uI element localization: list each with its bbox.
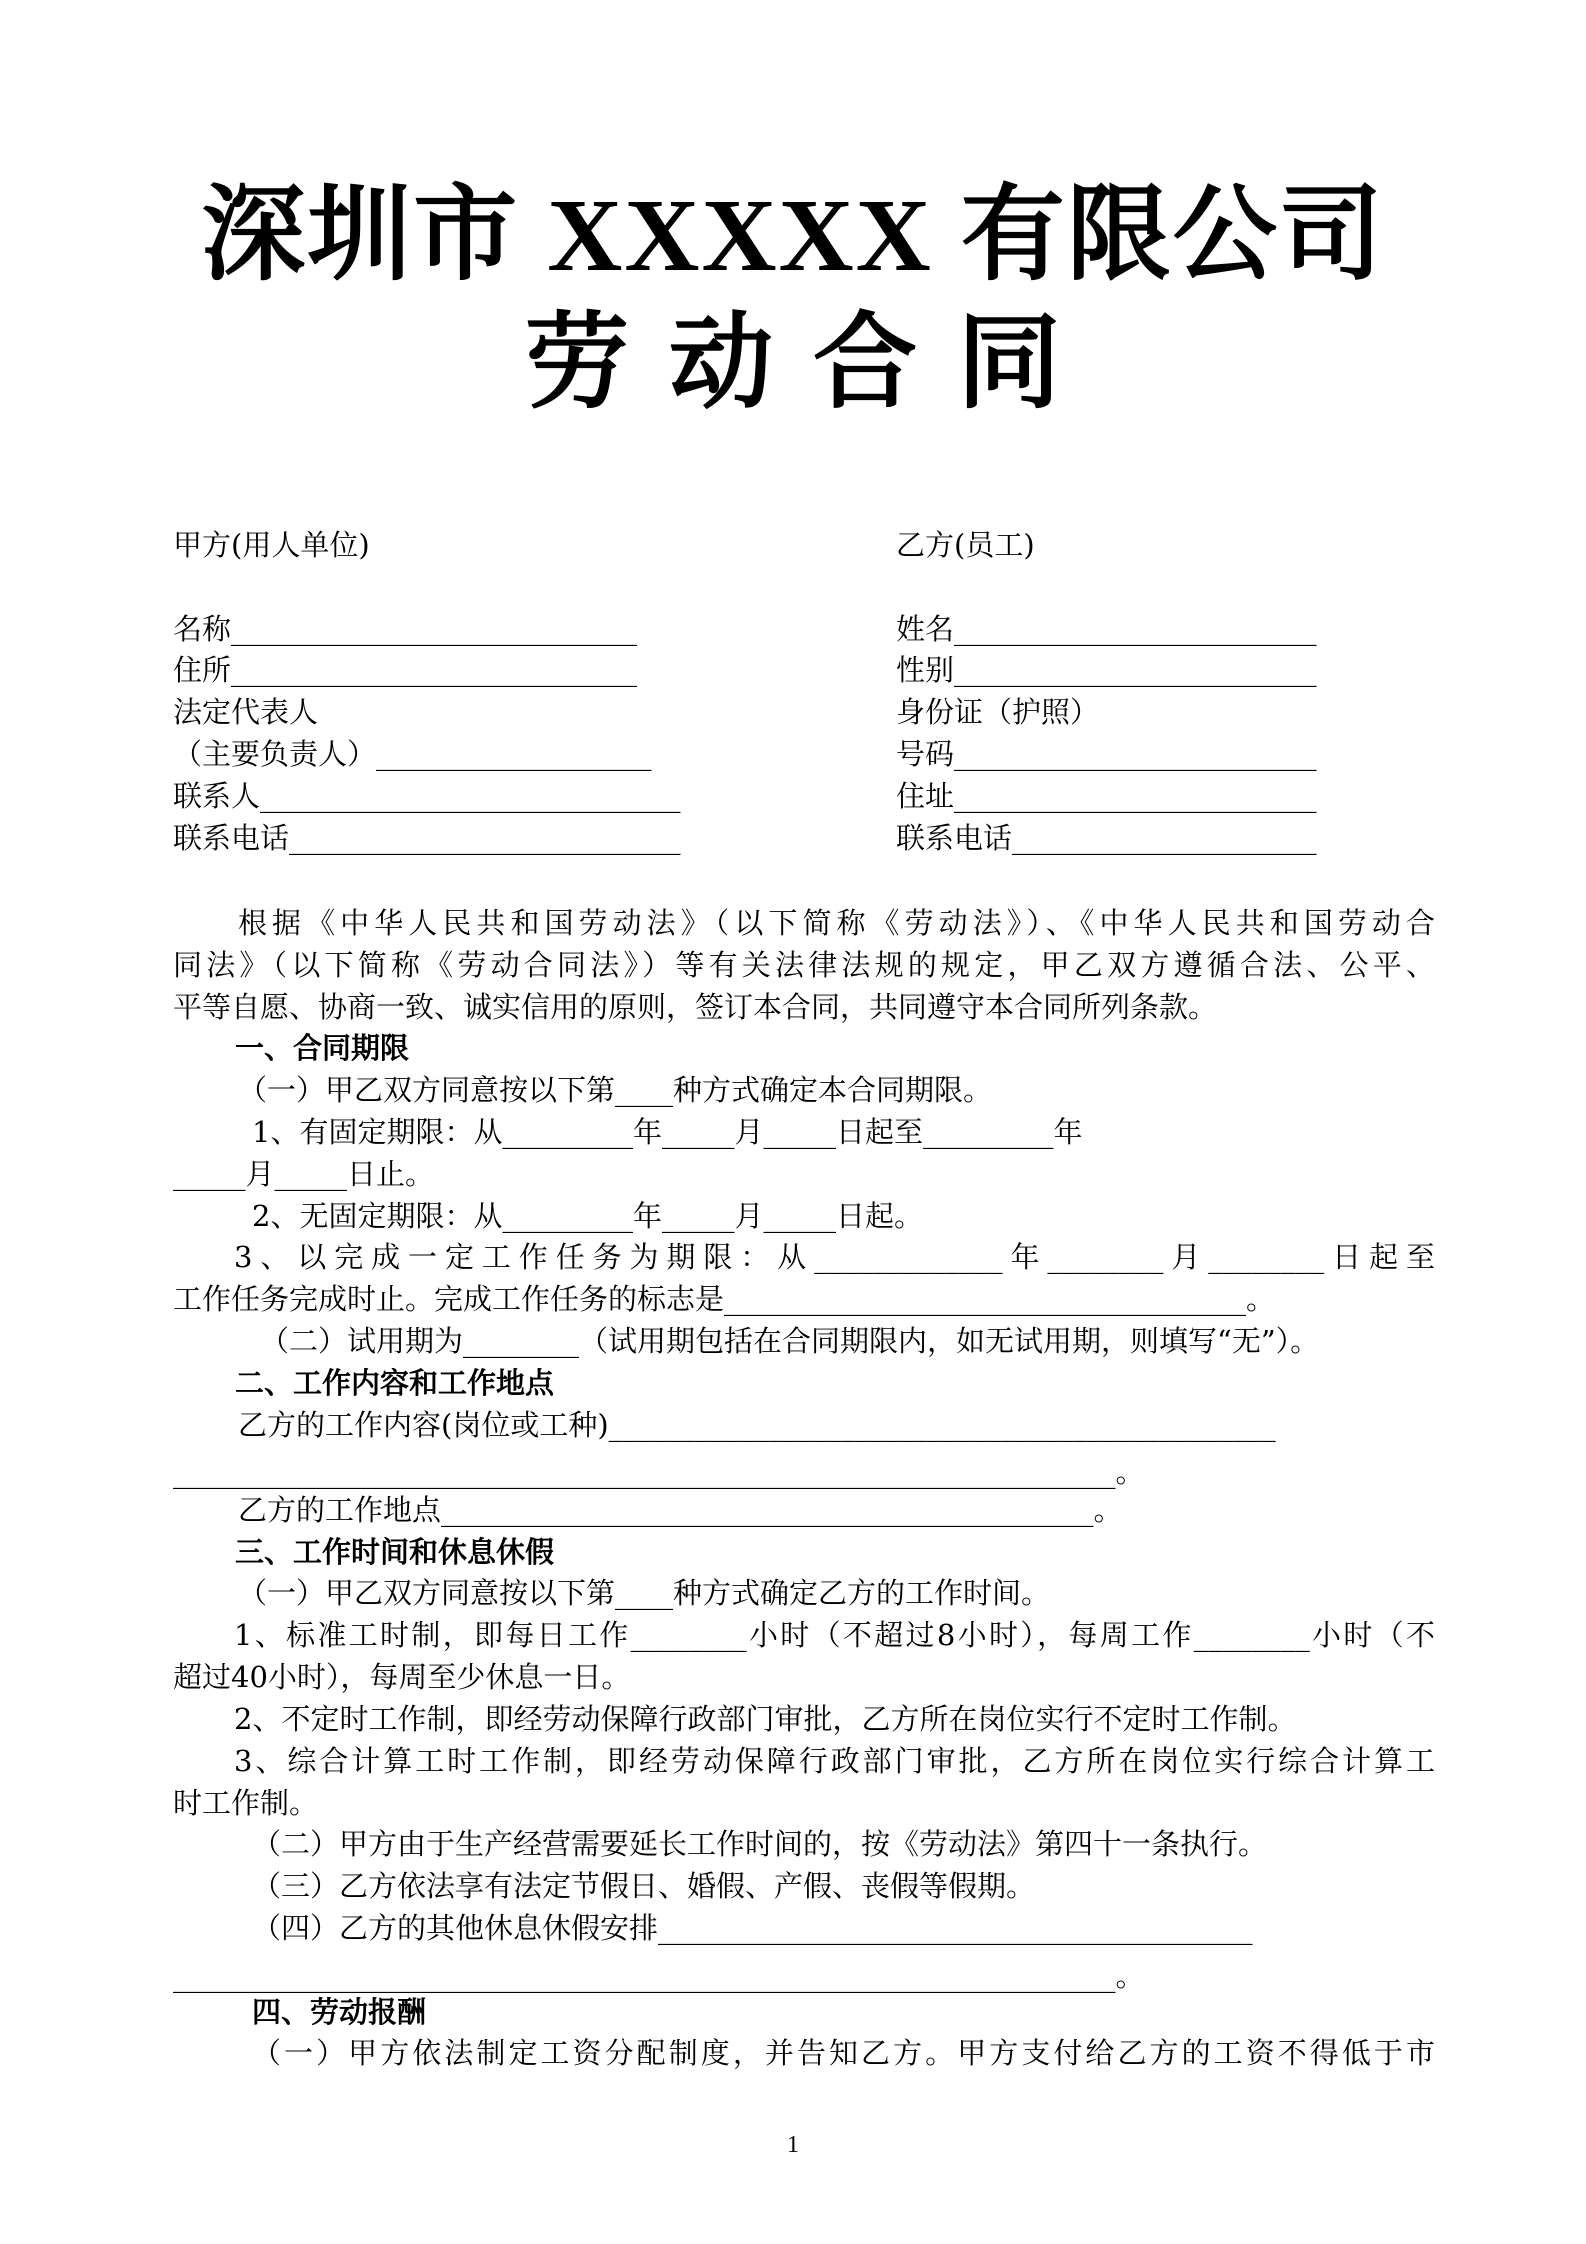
party-a-field: 法定代表人 [173, 695, 319, 729]
body-line: 超过40小时），每周至少休息一日。 [173, 1660, 631, 1694]
body-line: 平等自愿、协商一致、诚实信用的原则，签订本合同，共同遵守本合同所列条款。 [173, 990, 1218, 1024]
party-b-field[interactable]: 号码_________________________ [896, 737, 1317, 771]
body-line[interactable]: 工作任务完成时止。完成工作任务的标志是____________________________________。 [173, 1282, 1276, 1316]
body-line[interactable]: 乙方的工作内容(岗位或工种)______________________________________________ [238, 1408, 1276, 1442]
document-title-contract: 劳动合同 [524, 306, 1101, 421]
body-line: 2、不定时工作制，即经劳动保障行政部门审批，乙方所在岗位实行不定时工作制。 [234, 1702, 1297, 1736]
party-b-field: 身份证（护照） [896, 695, 1100, 729]
body-line[interactable]: （四）乙方的其他休息休假安排_________________________________________ [252, 1911, 1253, 1945]
party-b-field[interactable]: 联系电话_____________________ [896, 821, 1317, 855]
party-a-heading: 甲方(用人单位) [173, 528, 370, 562]
body-line: （三）乙方依法享有法定节假日、婚假、产假、丧假等假期。 [252, 1869, 1036, 1903]
body-line: 时工作制。 [173, 1786, 319, 1820]
body-line: （二）甲方由于生产经营需要延长工作时间的，按《劳动法》第四十一条执行。 [252, 1827, 1268, 1861]
document-title-company: 深圳市 XXXXX 有限公司 [201, 178, 1385, 293]
section-heading: 三、工作时间和休息休假 [235, 1535, 555, 1569]
body-line[interactable]: （二）试用期为________（试用期包括在合同期限内，如无试用期，则填写“无”）。 [260, 1324, 1320, 1358]
party-b-field[interactable]: 姓名_________________________ [896, 612, 1317, 646]
body-line[interactable]: 乙方的工作地点_____________________________________________。 [238, 1493, 1123, 1527]
party-a-field[interactable]: （主要负责人）___________________ [173, 737, 652, 771]
body-line[interactable]: 2、无固定期限：从_________年_____月_____日起。 [252, 1199, 923, 1233]
body-line[interactable]: _________________________________________________________________。 [173, 1455, 1145, 1489]
section-heading: 四、劳动报酬 [252, 1995, 427, 2029]
party-b-heading: 乙方(员工) [896, 528, 1035, 562]
body-line: 同法》（以下简称《劳动合同法》）等有关法律法规的规定，甲乙双方遵循合法、公平、 [173, 948, 1435, 982]
party-a-field[interactable]: 名称____________________________ [173, 612, 638, 646]
party-a-field[interactable]: 联系人_____________________________ [173, 779, 681, 813]
section-heading: 一、合同期限 [235, 1031, 410, 1065]
body-line[interactable]: 1、有固定期限：从_________年_____月_____日起至_________年 [252, 1115, 1083, 1149]
body-line: 根据《中华人民共和国劳动法》（以下简称《劳动法》）、《中华人民共和国劳动合 [238, 906, 1435, 940]
section-heading: 二、工作内容和工作地点 [235, 1366, 555, 1400]
page-number: 1 [787, 2132, 799, 2158]
body-line: 3、综合计算工时工作制，即经劳动保障行政部门审批，乙方所在岗位实行综合计算工 [234, 1744, 1435, 1778]
body-line[interactable]: _____月_____日止。 [173, 1157, 435, 1191]
body-line: （一）甲方依法制定工资分配制度，并告知乙方。甲方支付给乙方的工资不得低于市 [252, 2036, 1435, 2070]
body-line[interactable]: （一）甲乙双方同意按以下第____种方式确定乙方的工作时间。 [238, 1576, 1051, 1610]
party-a-field[interactable]: 联系电话___________________________ [173, 821, 681, 855]
party-b-field[interactable]: 性别_________________________ [896, 653, 1317, 687]
party-b-field[interactable]: 住址_________________________ [896, 779, 1317, 813]
party-a-field[interactable]: 住所____________________________ [173, 653, 638, 687]
body-line[interactable]: （一）甲乙双方同意按以下第____种方式确定本合同期限。 [238, 1073, 993, 1107]
body-line[interactable]: 3、以完成一定工作任务为期限：从_____________年________月________日起至 [234, 1240, 1435, 1274]
body-line[interactable]: _________________________________________________________________。 [173, 1959, 1145, 1993]
body-line[interactable]: 1、标准工时制，即每日工作________小时（不超过8小时），每周工作________小时（不 [234, 1618, 1435, 1652]
